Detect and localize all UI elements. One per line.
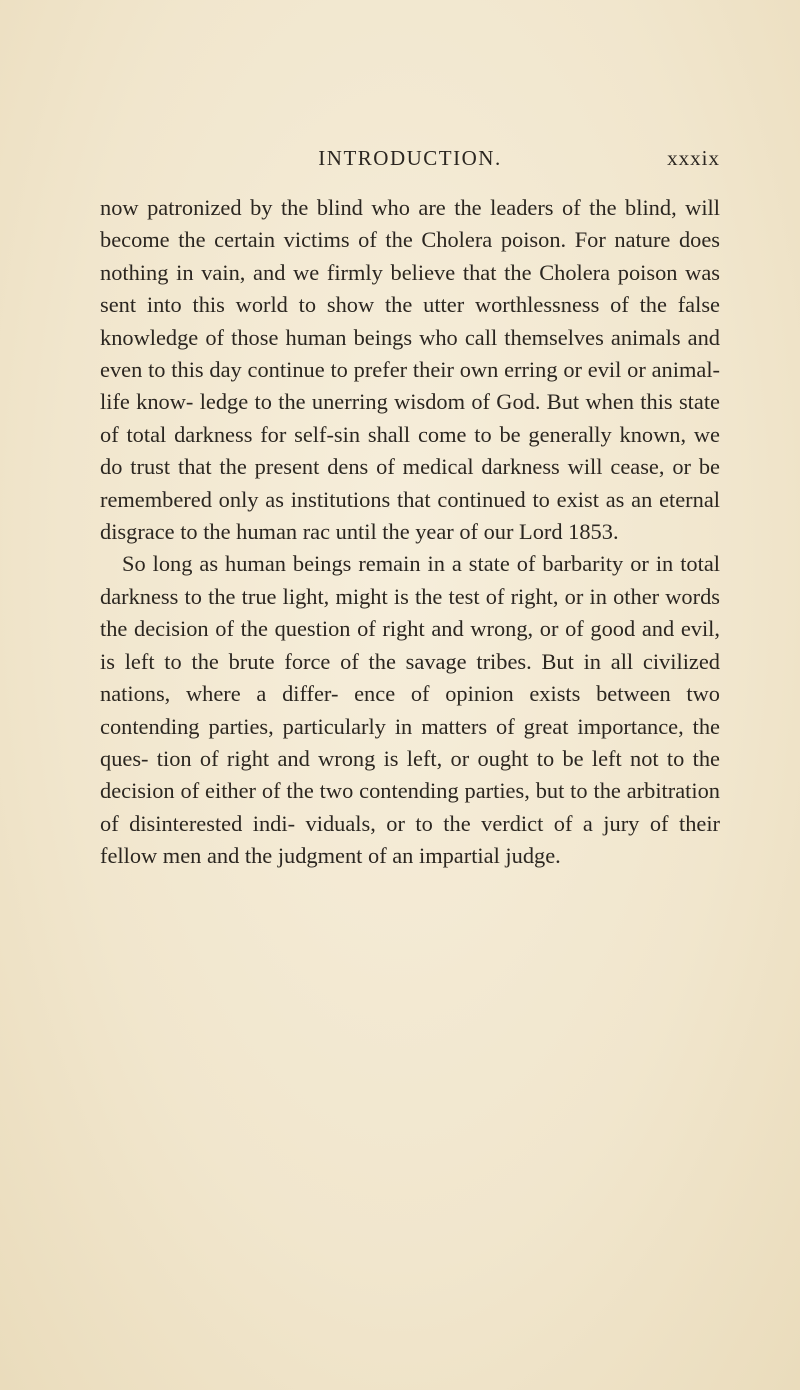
running-title: INTRODUCTION.: [318, 146, 502, 170]
page-number: xxxix: [667, 146, 720, 170]
running-head: [100, 146, 720, 176]
paragraph: now patronized by the blind who are the leaders of the blind, will become the certain victims of the Cholera poison. For nature does nothing in vain, and we firmly believe that the Cholera poison was sent into this world to show the utter worthlessness of the false knowledge of those human beings who call themselves animals and even to this day continue to prefer their own erring or evil or animal-life know- ledge to the unerring wisdom of God. But when this state of total darkness for self-sin shall come to be generally known, we do trust that the present dens of medical darkness will cease, or be remembered only as institutions that continued to exist as an eternal disgrace to the human rac until the year of our Lord 1853.: [100, 195, 720, 545]
body-text: [100, 192, 720, 873]
paragraph: So long as human beings remain in a state of barbarity or in total darkness to the true light, might is the test of right, or in other words the decision of the question of right and wrong, or of good and evil, is left to the brute force of the savage tribes. But in all civilized nations, where a differ- ence of opinion exists between two contending parties, particularly in matters of great importance, the ques- tion of right and wrong is left, or ought to be left not to the decision of either of the two contending parties, but to the arbitration of disinterested indi- viduals, or to the verdict of a jury of their fellow men and the judgment of an impartial judge.: [100, 551, 720, 869]
